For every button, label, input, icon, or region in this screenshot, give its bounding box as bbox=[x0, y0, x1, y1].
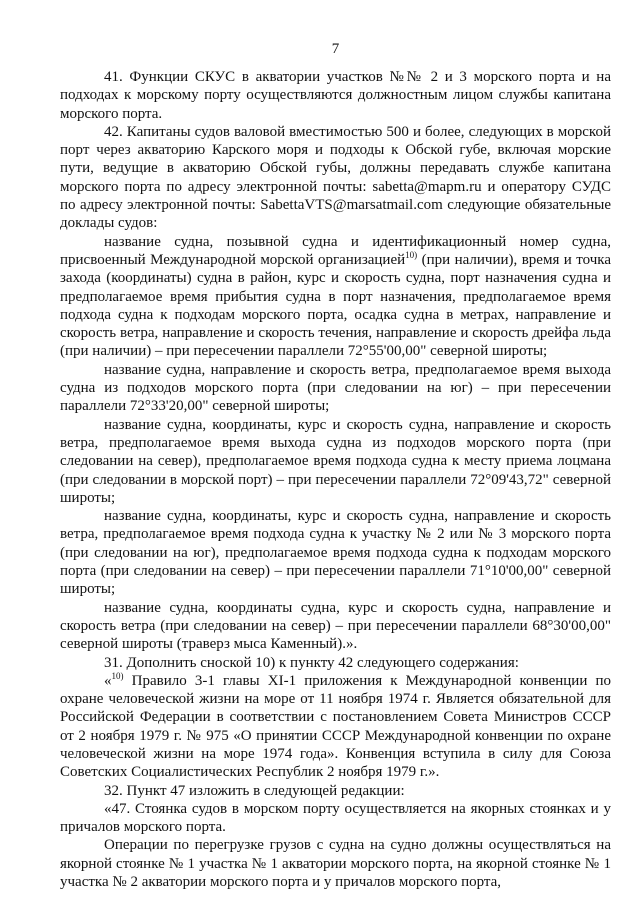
report-1-text-end: (при наличии), время и точка захода (координаты) судна в район, курс и скорость судна, порт назначения судна и предполагаемое время прибытия судна в порт назначения, предполагаемое время подхода судна к подходам морского порта, осадка судна в метрах, направление и скорость ветра, направление и скорость течения, направление и скорость дрейфа льда (при наличии) – при пересечении параллели 72°55'00,00" северной широты; bbox=[60, 251, 611, 360]
paragraph-report-4: название судна, координаты, курс и скорость судна, направление и скорость ветра, предполагаемое время подхода судна к участку № 2 или № 3 морского порта (при следовании на юг), предполагаемое время подхода судна к подходам морского порта (при следовании на север) – при пересечении параллели 71°10'00,00" северной широты; bbox=[60, 508, 611, 598]
paragraph-report-3: название судна, координаты, курс и скорость судна, направление и скорость ветра, предполагаемое время выхода судна из подходов морского порта (при следовании на север), предполагаемое время подхода судна к месту приема лоцмана (при следовании в морской порт) – при пересечении параллели 72°09'43,72" северной широты; bbox=[60, 416, 611, 506]
item-42-intro-after: следующие обязательные доклады судов: bbox=[60, 197, 611, 232]
document-body bbox=[60, 68, 611, 891]
email-link-sabetta-vts[interactable]: SabettaVTS@marsatmail.com bbox=[260, 197, 443, 214]
paragraph-report-5: название судна, координаты судна, курс и скорость судна, направление и скорость ветра (при следовании на север) – при пересечении параллели 68°30'00,00" северной широты (траверз мыса Каменный).». bbox=[60, 599, 611, 653]
paragraph-item-47-operations: Операции по перегрузке грузов с судна на судно должны осуществляться на якорной стоянке № 1 участка № 1 акватории морского порта, на якорной стоянке № 1 участка № 2 акватории морского порта и у причалов морского порта, bbox=[60, 837, 611, 891]
paragraph-item-31: 31. Дополнить сноской 10) к пункту 42 следующего содержания: bbox=[104, 654, 519, 671]
paragraph-footnote-10 bbox=[60, 672, 611, 782]
footnote-reference-10: 10) bbox=[405, 249, 418, 260]
paragraph-item-47-quote: «47. Стоянка судов в морском порту осуществляется на якорных стоянках и у причалов морского порта. bbox=[60, 800, 611, 836]
paragraph-item-32: 32. Пункт 47 изложить в следующей редакции: bbox=[104, 782, 405, 799]
paragraph-item-42-intro bbox=[60, 123, 611, 233]
footnote-marker-10: 10) bbox=[111, 670, 124, 681]
paragraph-item-41: 41. Функции СКУС в акватории участков №№ 2 и 3 морского порта и на подходах к морскому порту осуществляются должностным лицом службы капитана морского порта. bbox=[60, 69, 611, 122]
report-1-text-start: название судна, позывной судна и идентификационный номер судна, присвоенный Международной морской организацией bbox=[60, 233, 611, 268]
item-42-intro-text: 42. Капитаны судов валовой вместимостью 500 и более, следующих в морской порт через акваторию Карского моря и подходы к Обской губе, включая морские пути, ведущие в акваторию Обской губы, должны передавать службе капитана морского порта по адресу электронной почты: bbox=[60, 123, 611, 195]
page-number: 7 bbox=[331, 41, 340, 57]
item-42-intro-between: и оператору СУДС по адресу электронной почты: bbox=[60, 178, 611, 214]
email-link-sabetta[interactable]: sabetta@mapm.ru bbox=[372, 178, 482, 195]
document-page bbox=[60, 0, 611, 905]
paragraph-report-1 bbox=[60, 233, 611, 361]
footnote-text: Правило 3-1 главы XI-1 приложения к Международной конвенции по охране человеческой жизни на море от 11 ноября 1974 г. Является обязательной для Российской Федерации в соответствии с постановлением Совета Министров СССР от 2 ноября 1979 г. № 975 «О принятии СССР Международной конвенции по охране человеческой жизни на море 1974 года». Конвенция вступила в силу для Союза Советских Социалистических Республик 2 ноября 1979 г.». bbox=[60, 672, 611, 781]
footnote-open-quote: « bbox=[104, 672, 112, 689]
paragraph-report-2: название судна, направление и скорость ветра, предполагаемое время выхода судна из подходов морского порта (при следовании на юг) – при пересечении параллели 72°33'20,00" северной широты; bbox=[60, 361, 611, 415]
